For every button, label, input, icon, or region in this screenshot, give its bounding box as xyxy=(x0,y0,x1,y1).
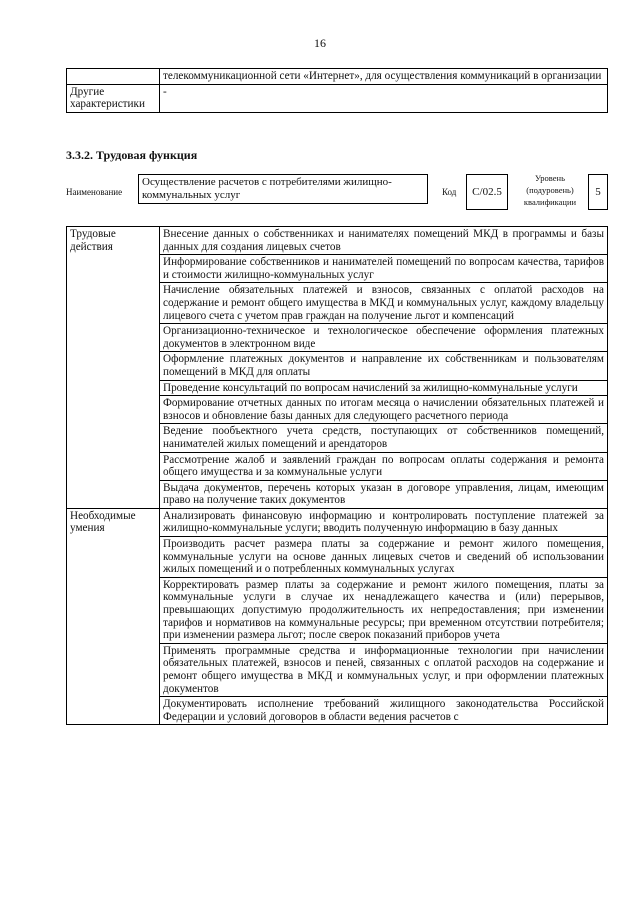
required-skills-label: Необходимые умения xyxy=(67,508,160,725)
list-item: Документировать исполнение требований жилищного законодательства Российской Федерации и условий договоров в области ведения расчетов с xyxy=(160,697,608,725)
section-title: 3.3.2. Трудовая функция xyxy=(66,148,198,162)
code-value: С/02.5 xyxy=(466,174,508,210)
list-item: Производить расчет размера платы за содержание и ремонт жилого помещения, коммунальные услуги на основе данных лицевых счетов и сведений об использовании жилых помещений и о потребленных коммунальных услугах xyxy=(160,537,608,578)
characteristics-table xyxy=(66,68,608,113)
code-label: Код xyxy=(442,187,457,197)
list-item: Корректировать размер платы за содержание и ремонт жилого помещения, платы за коммунальные услуги в случае их ненадлежащего качества и (или) перерывов, превышающих допустимую продолжительность их непредоставления; при изменении тарифов и нормативов на коммунальные ресурсы; при временном отсутствии потребителя; при изменении размера льгот; после сверок показаний приборов учета xyxy=(160,577,608,643)
list-item: Внесение данных о собственниках и нанимателях помещений МКД в программы и базы данных для создания лицевых счетов xyxy=(160,227,608,255)
list-item: Проведение консультаций по вопросам начислений за жилищно-коммунальные услуги xyxy=(160,380,608,396)
qualification-level-value: 5 xyxy=(588,174,608,210)
list-item: Начисление обязательных платежей и взносов, связанных с оплатой расходов на содержание и ремонт общего имущества в МКД и коммунальных услуг, каждому владельцу лицевого счета с учетом прав граждан на получение льгот и компенсаций xyxy=(160,283,608,324)
table-row xyxy=(67,508,608,536)
labor-actions-label: Трудовые действия xyxy=(67,227,160,509)
other-characteristics-value: - xyxy=(160,84,608,112)
list-item: Организационно-техническое и технологическое обеспечение оформления платежных документов в электронном виде xyxy=(160,324,608,352)
other-characteristics-label: Другие характеристики xyxy=(67,84,160,112)
list-item: Анализировать финансовую информацию и контролировать поступление платежей за жилищно-коммунальные услуги; вводить полученную информацию в базу данных xyxy=(160,508,608,536)
list-item: Применять программные средства и информационные технологии при начислении обязательных платежей, взносов и пеней, связанных с оплатой расходов на содержание и ремонт общего имущества в МКД и коммунальных услуг, и при оформлении платежных документов xyxy=(160,643,608,696)
page-number: 16 xyxy=(314,36,326,50)
qualification-level-label: Уровень (подуровень) квалификации xyxy=(523,173,577,207)
labor-function-table xyxy=(66,226,608,725)
table-row xyxy=(67,227,608,255)
list-item: Рассмотрение жалоб и заявлений граждан по вопросам оплаты содержания и ремонта общего имущества и за коммунальные услуги xyxy=(160,452,608,480)
table-row xyxy=(67,84,608,112)
function-name-value: Осуществление расчетов с потребителями жилищно-коммунальных услуг xyxy=(138,174,428,204)
communications-text: телекоммуникационной сети «Интернет», для осуществления коммуникаций в организации xyxy=(160,69,608,85)
table-row xyxy=(67,69,608,85)
empty-label-cell xyxy=(67,69,160,85)
list-item: Ведение пообъектного учета средств, поступающих от собственников помещений, нанимателей жилых помещений и арендаторов xyxy=(160,424,608,452)
list-item: Оформление платежных документов и направление их собственникам и пользователям помещений в МКД для оплаты xyxy=(160,352,608,380)
list-item: Формирование отчетных данных по итогам месяца о начислении обязательных платежей и взносов и обновление базы данных для следующего расчетного периода xyxy=(160,396,608,424)
name-label: Наименование xyxy=(66,187,123,197)
list-item: Информирование собственников и нанимателей помещений по вопросам качества, тарифов и стоимости жилищно-коммунальных услуг xyxy=(160,255,608,283)
list-item: Выдача документов, перечень которых указан в договоре управления, лицам, имеющим право на получение таких документов xyxy=(160,480,608,508)
